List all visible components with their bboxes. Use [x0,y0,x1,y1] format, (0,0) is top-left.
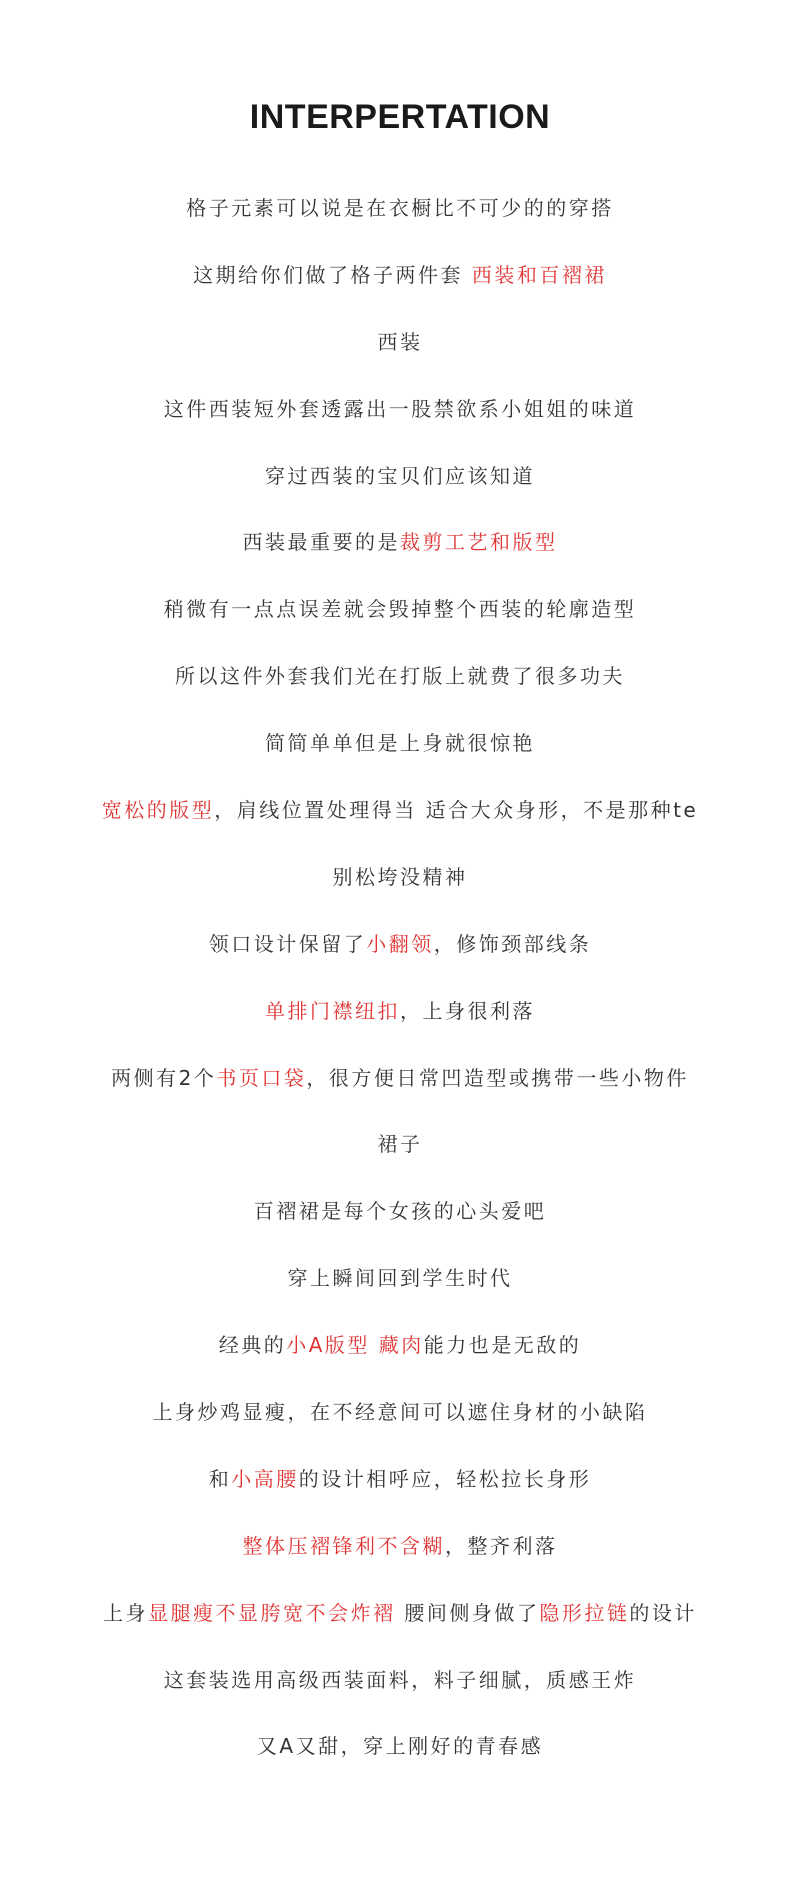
text-line [0,1461,800,1528]
body-text: 西装 [377,329,423,354]
body-text: 上身 [103,1600,149,1625]
text-line [0,1060,800,1127]
body-text: 上身炒鸡显瘦，在不经意间可以遮住身材的小缺陷 [152,1400,648,1425]
body-text: 的设计 [629,1600,697,1625]
text-line [0,993,800,1060]
body-text: 格子元素可以说是在衣橱比不可少的的穿搭 [186,196,614,220]
highlight-text: 单排门襟纽扣 [265,998,400,1023]
body-text: 所以这件外套我们光在打版上就费了很多功夫 [175,664,625,689]
body-text: 百褶裙是每个女孩的心头爱吧 [253,1199,547,1224]
text-line [0,1728,800,1795]
highlight-text: 书页口袋 [216,1065,307,1090]
highlight-text: 显腿瘦不显胯宽不会炸褶 [148,1600,396,1625]
text-line [0,591,800,658]
text-line [0,458,800,525]
body-text: 别松垮没精神 [332,864,468,889]
text-line [0,1193,800,1260]
text-line [0,792,800,859]
text-line [0,324,800,391]
text-line [0,1327,800,1394]
body-text: ，很方便日常凹造型或携带一些小物件 [306,1065,689,1090]
body-text: 腰间侧身做了 [395,1600,540,1625]
text-line [0,1662,800,1729]
text-line [0,725,800,792]
highlight-text: 隐形拉链 [539,1600,630,1625]
body-text: ，肩线位置处理得当 适合大众身形，不是那种te [214,798,699,823]
page-title: INTERPERTATION [249,98,551,136]
body-text: ，上身很利落 [400,998,535,1023]
text-line [0,1394,800,1461]
body-text: 裙子 [377,1132,423,1157]
text-line [0,1260,800,1327]
text-line [0,1528,800,1595]
body-text: 穿上瞬间回到学生时代 [287,1266,513,1291]
body-text: 穿过西装的宝贝们应该知道 [265,463,535,488]
highlight-text: 裁剪工艺和版型 [400,530,558,555]
highlight-text: 小翻领 [366,931,434,956]
text-line [0,257,800,324]
description-text [0,190,800,1795]
text-line [0,658,800,725]
highlight-text: 小A版型 藏肉 [286,1333,424,1358]
highlight-text: 整体压褶锋利不含糊 [242,1533,445,1558]
body-text: 和 [208,1466,232,1491]
body-text: 稍微有一点点误差就会毁掉整个西装的轮廓造型 [163,597,637,622]
highlight-text: 小高腰 [231,1466,299,1491]
body-text: 领口设计保留了 [208,931,367,956]
body-text: ，修饰颈部线条 [433,931,592,956]
body-text: ，整齐利落 [445,1533,558,1558]
body-text: 简简单单但是上身就很惊艳 [265,731,535,756]
text-line [0,524,800,591]
body-text: 西装最重要的是 [242,530,400,555]
text-line [0,391,800,458]
text-line [0,1126,800,1193]
text-line [0,926,800,993]
body-text: 的设计相呼应，轻松拉长身形 [298,1466,592,1491]
text-line [0,1595,800,1662]
body-text: 经典的 [218,1333,287,1358]
text-line [0,859,800,926]
body-text: 这套装选用高级西装面料，料子细腻，质感王炸 [163,1667,637,1692]
body-text: 两侧有2个 [111,1065,217,1090]
body-text: 能力也是无敌的 [423,1333,582,1358]
highlight-text: 宽松的版型 [101,798,215,823]
highlight-text: 西装和百褶裙 [471,262,607,287]
body-text: 又A又甜，穿上刚好的青春感 [256,1734,544,1759]
body-text: 这件西装短外套透露出一股禁欲系小姐姐的味道 [163,396,637,421]
text-line [0,190,800,257]
body-text: 这期给你们做了格子两件套 [193,262,472,287]
